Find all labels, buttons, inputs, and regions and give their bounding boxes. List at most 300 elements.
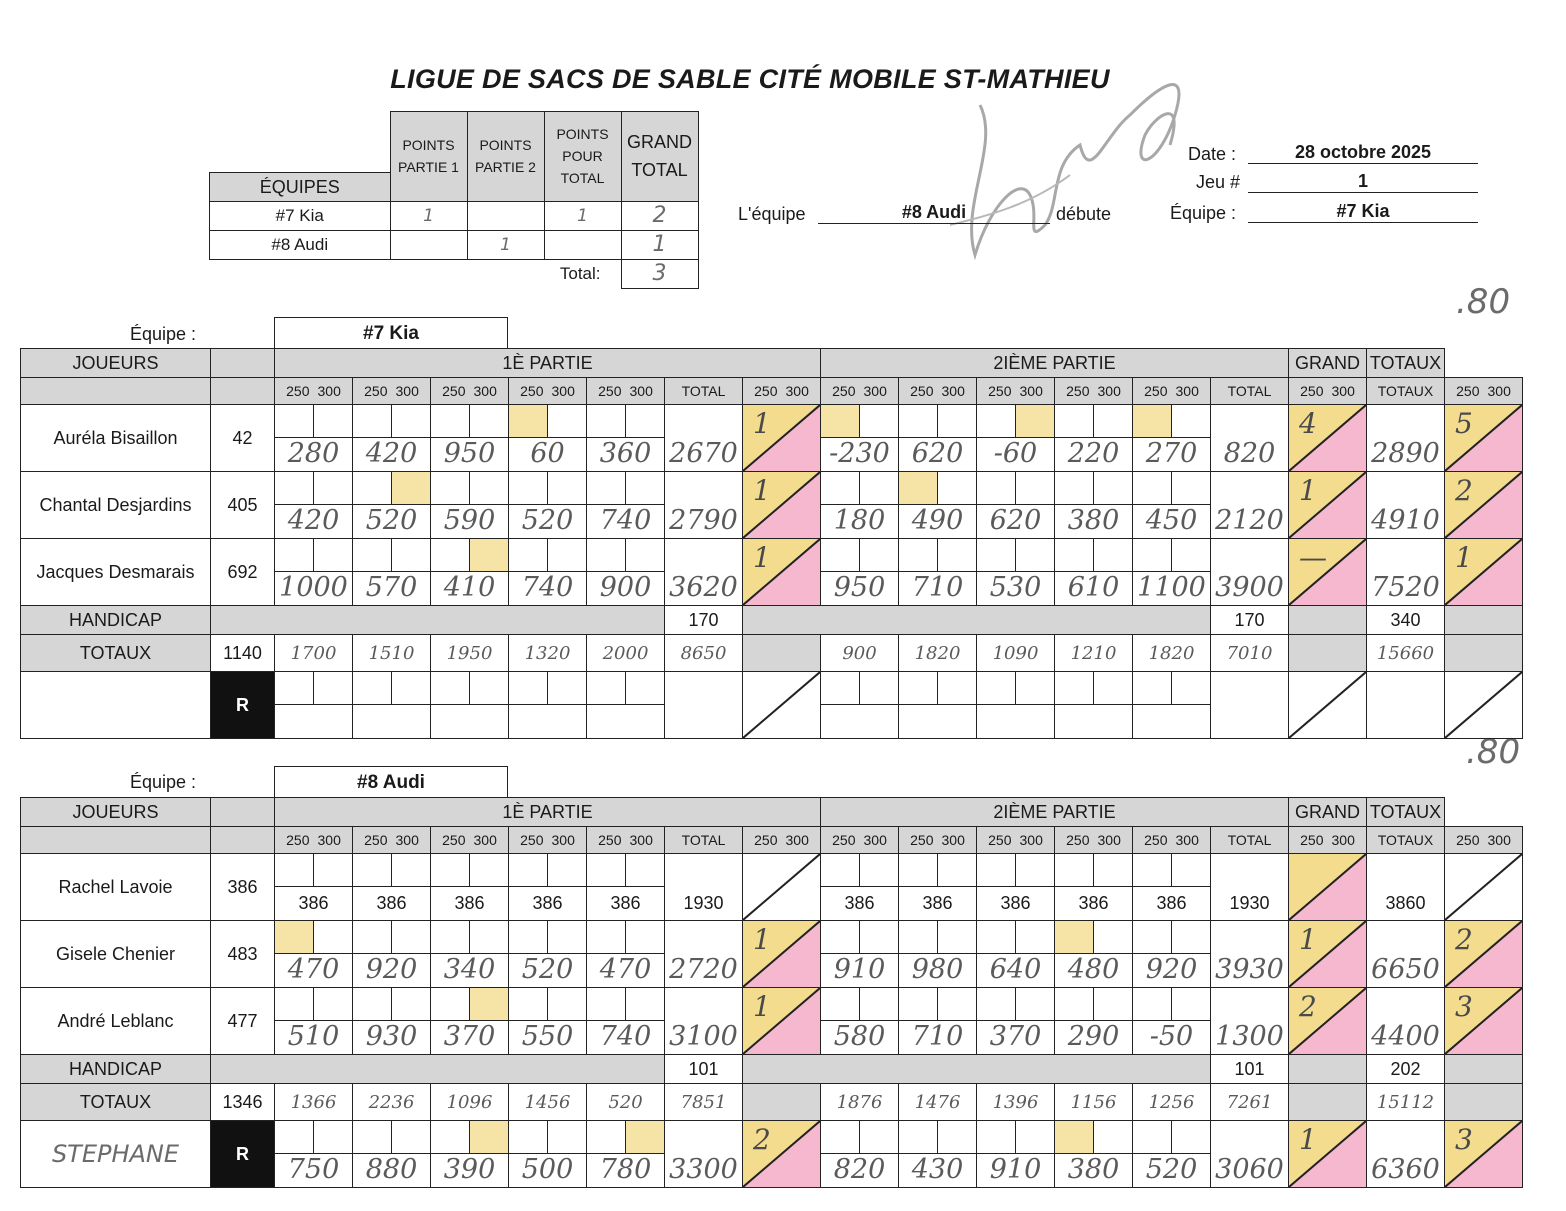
- label-250: 250: [988, 383, 1012, 399]
- p1-round-1-value: 386: [298, 893, 329, 913]
- p1-round-5-value: 386: [610, 893, 641, 913]
- summary-row: [210, 201, 699, 230]
- totaux-handicap: 1346: [211, 1084, 275, 1121]
- p2-round-3-value: 386: [1000, 893, 1031, 913]
- handicap-blank: [743, 1055, 1211, 1084]
- totaux-blank: [1289, 1084, 1367, 1121]
- p1-round-5: [587, 405, 665, 472]
- p2-total-value: 1930: [1229, 893, 1270, 913]
- p2-points: [1289, 921, 1367, 988]
- totaux-p2-round: 900: [821, 635, 899, 672]
- header-blank: [211, 378, 275, 405]
- player-name: Auréla Bisaillon: [21, 405, 211, 472]
- sub-grand-total-value: 6360: [1371, 1154, 1440, 1185]
- sub-total-points: [1445, 1121, 1523, 1188]
- totaux-grand: 15112: [1367, 1084, 1445, 1121]
- totaux-label: TOTAUX: [21, 635, 211, 672]
- p1-total: [665, 988, 743, 1055]
- summary-row: [210, 230, 699, 259]
- sub-total-points-value: 3: [1455, 1123, 1473, 1156]
- p1-round-2: [353, 539, 431, 606]
- p2-round-5-value: 1100: [1137, 572, 1206, 603]
- p2-round-2: [899, 472, 977, 539]
- label-250: 250: [598, 832, 622, 848]
- label-250: 250: [520, 383, 544, 399]
- sub-p2-round-1: [821, 672, 899, 739]
- player-row: [21, 472, 1523, 539]
- label-250: 250: [754, 383, 778, 399]
- p2-round-4: [1055, 539, 1133, 606]
- sub-p2-round-2: [899, 1121, 977, 1188]
- p1-total: [665, 539, 743, 606]
- sub-grand-total: [1367, 672, 1445, 739]
- p2-round-1-value: -230: [829, 438, 890, 469]
- p2-round-2-value: 710: [911, 572, 964, 603]
- p2-round-3: [977, 405, 1055, 472]
- total-points-value: 5: [1455, 407, 1473, 440]
- col-250-300: [821, 378, 899, 405]
- substitute-row: [21, 1121, 1523, 1188]
- p2-round-1-value: 386: [844, 893, 875, 913]
- p1-round-4-value: 520: [521, 954, 574, 985]
- replacement-marker: R: [211, 672, 275, 739]
- col-points-partie-1: POINTS PARTIE 1: [390, 112, 467, 202]
- label-250: 250: [832, 832, 856, 848]
- p1-round-4-value: 740: [521, 572, 574, 603]
- p2-points: [1289, 854, 1367, 921]
- p1-round-3-value: 950: [443, 438, 496, 469]
- col-250-300: [899, 827, 977, 854]
- label-300: 300: [941, 832, 965, 848]
- p2-points-value: 4: [1299, 407, 1317, 440]
- p1-round-1: [275, 854, 353, 921]
- sub-p2-round-4: [1055, 672, 1133, 739]
- sub-grand-total: [1367, 1121, 1445, 1188]
- p1-round-5: [587, 539, 665, 606]
- handicap-blank: [211, 606, 665, 635]
- grand-total-value: 2890: [1371, 438, 1440, 469]
- p1-round-5-value: 900: [599, 572, 652, 603]
- total-points: [1445, 405, 1523, 472]
- label-250: 250: [364, 832, 388, 848]
- label-250: 250: [1456, 832, 1480, 848]
- team-a-name: #7 Kia: [274, 317, 508, 348]
- sub-p2-round-3-value: 910: [989, 1154, 1042, 1185]
- totaux-p1-round: 1456: [509, 1084, 587, 1121]
- col-250-300: [977, 827, 1055, 854]
- p2-round-3: [977, 988, 1055, 1055]
- col-partie-2: 2IÈME PARTIE: [821, 349, 1289, 378]
- col-250-300: [587, 827, 665, 854]
- p2-round-2-value: 490: [911, 505, 964, 536]
- totaux-p2-round: 1876: [821, 1084, 899, 1121]
- col-total-p1: TOTAL: [665, 378, 743, 405]
- p1-total: [665, 854, 743, 921]
- p1-round-4: [509, 539, 587, 606]
- total-points: [1445, 539, 1523, 606]
- points-p1: [390, 230, 467, 259]
- label-300: 300: [1331, 832, 1355, 848]
- col-partie-1: 1È PARTIE: [275, 349, 821, 378]
- totaux-p1-round: 2236: [353, 1084, 431, 1121]
- p1-round-3: [431, 988, 509, 1055]
- sub-p2-round-4-value: 380: [1067, 1154, 1120, 1185]
- label-300: 300: [1487, 383, 1511, 399]
- sub-p1-points-value: 2: [753, 1123, 771, 1156]
- points-p1: 1: [390, 201, 467, 230]
- totaux-label: TOTAUX: [21, 1084, 211, 1121]
- p1-round-2-value: 930: [365, 1021, 418, 1052]
- col-totaux: TOTAUX: [1367, 349, 1445, 378]
- label-300: 300: [473, 832, 497, 848]
- player-name: Jacques Desmarais: [21, 539, 211, 606]
- label-300: 300: [1019, 832, 1043, 848]
- p2-points-value: —: [1299, 541, 1327, 574]
- label-300: 300: [473, 383, 497, 399]
- header-blank: [21, 827, 211, 854]
- totaux-p1-total: 8650: [665, 635, 743, 672]
- p1-points-value: 1: [753, 923, 771, 956]
- label-300: 300: [317, 832, 341, 848]
- sub-p1-round-5-value: 780: [599, 1154, 652, 1185]
- col-joueurs: JOUEURS: [21, 798, 211, 827]
- p2-round-2: [899, 405, 977, 472]
- sub-p1-points: [743, 1121, 821, 1188]
- col-250-300: [353, 827, 431, 854]
- col-250-300: [1133, 827, 1211, 854]
- totaux-p2-round: 1156: [1055, 1084, 1133, 1121]
- totaux-p1-round: 1096: [431, 1084, 509, 1121]
- p1-total-value: 2790: [669, 505, 738, 536]
- sub-p2-round-3: [977, 672, 1055, 739]
- player-name: Chantal Desjardins: [21, 472, 211, 539]
- p1-total-value: 3620: [669, 572, 738, 603]
- label-250: 250: [1066, 832, 1090, 848]
- p2-round-2-value: 980: [911, 954, 964, 985]
- label-300: 300: [1175, 832, 1199, 848]
- col-total-p2: TOTAL: [1211, 827, 1289, 854]
- p2-round-3: [977, 854, 1055, 921]
- player-handicap: 405: [211, 472, 275, 539]
- col-250-300: [1445, 827, 1523, 854]
- p2-round-4: [1055, 472, 1133, 539]
- p1-round-5: [587, 921, 665, 988]
- label-250: 250: [442, 832, 466, 848]
- header-blank: [211, 827, 275, 854]
- p1-round-5: [587, 472, 665, 539]
- p1-round-2: [353, 472, 431, 539]
- p2-total: [1211, 921, 1289, 988]
- p2-round-4: [1055, 854, 1133, 921]
- p1-round-1-value: 470: [287, 954, 340, 985]
- p1-round-4: [509, 405, 587, 472]
- label-300: 300: [1097, 832, 1121, 848]
- sub-p2-round-1: [821, 1121, 899, 1188]
- p2-points: [1289, 405, 1367, 472]
- label-300: 300: [551, 383, 575, 399]
- p2-total-value: 2120: [1215, 505, 1284, 536]
- totaux-p2-round: 1820: [899, 635, 977, 672]
- p2-round-2-value: 710: [911, 1021, 964, 1052]
- substitute-name: STEPHANE: [21, 1121, 211, 1188]
- date-label: Date :: [1188, 144, 1237, 164]
- p1-points-value: 1: [753, 990, 771, 1023]
- team-label: Équipe :: [1170, 203, 1237, 223]
- col-grand-totaux: TOTAUX: [1367, 378, 1445, 405]
- p1-round-3: [431, 539, 509, 606]
- label-250: 250: [1066, 383, 1090, 399]
- col-250-300: [275, 378, 353, 405]
- label-300: 300: [317, 383, 341, 399]
- sub-p2-points: [1289, 1121, 1367, 1188]
- p2-round-5: [1133, 405, 1211, 472]
- totaux-blank: [743, 1084, 821, 1121]
- col-250-300: [1289, 378, 1367, 405]
- sub-p2-total: [1211, 1121, 1289, 1188]
- points-p2: 1: [467, 230, 544, 259]
- p2-round-4: [1055, 921, 1133, 988]
- sub-p2-round-5: [1133, 672, 1211, 739]
- p1-round-2-value: 570: [365, 572, 418, 603]
- totaux-p1-round: 520: [587, 1084, 665, 1121]
- p2-round-4-value: 220: [1067, 438, 1120, 469]
- col-handicap-number: [211, 349, 275, 378]
- p2-round-2: [899, 988, 977, 1055]
- p2-round-1: [821, 988, 899, 1055]
- p2-round-4-value: 610: [1067, 572, 1120, 603]
- totaux-p2-round: 1090: [977, 635, 1055, 672]
- player-handicap: 477: [211, 988, 275, 1055]
- sub-total-points: [1445, 672, 1523, 739]
- p1-points: [743, 472, 821, 539]
- totaux-p2-round: 1476: [899, 1084, 977, 1121]
- replacement-marker: R: [211, 1121, 275, 1188]
- col-250-300: [431, 827, 509, 854]
- sub-p1-total: [665, 672, 743, 739]
- handicap-p1: 170: [665, 606, 743, 635]
- sub-p2-round-5-value: 520: [1145, 1154, 1198, 1185]
- totaux-blank: [1445, 1084, 1523, 1121]
- col-250-300: [977, 378, 1055, 405]
- team-a-score-grid: [20, 348, 1523, 739]
- p1-round-2: [353, 921, 431, 988]
- p1-round-1-value: 510: [287, 1021, 340, 1052]
- col-250-300: [1055, 827, 1133, 854]
- label-300: 300: [395, 832, 419, 848]
- substitute-name: [21, 672, 211, 739]
- p1-points: [743, 539, 821, 606]
- points-pour: [544, 230, 621, 259]
- label-250: 250: [442, 383, 466, 399]
- p2-round-5-value: 386: [1156, 893, 1187, 913]
- p2-total-value: 3900: [1215, 572, 1284, 603]
- p1-round-1: [275, 921, 353, 988]
- p2-total-value: 3930: [1215, 954, 1284, 985]
- p2-round-1: [821, 921, 899, 988]
- p2-total-value: 820: [1223, 438, 1276, 469]
- p1-round-5-value: 360: [599, 438, 652, 469]
- p2-round-4-value: 380: [1067, 505, 1120, 536]
- col-250-300: [509, 827, 587, 854]
- p2-round-1-value: 180: [833, 505, 886, 536]
- totaux-p1-round: 1510: [353, 635, 431, 672]
- p1-round-5: [587, 988, 665, 1055]
- p1-round-5-value: 740: [599, 505, 652, 536]
- p1-round-1: [275, 405, 353, 472]
- p2-round-4: [1055, 405, 1133, 472]
- grand-total: [1367, 539, 1445, 606]
- col-250-300: [275, 827, 353, 854]
- totaux-blank: [1445, 635, 1523, 672]
- totaux-p1-round: 1950: [431, 635, 509, 672]
- col-250-300: [743, 827, 821, 854]
- sub-p1-round-1: [275, 672, 353, 739]
- p2-round-5-value: 450: [1145, 505, 1198, 536]
- p1-round-4-value: 550: [521, 1021, 574, 1052]
- p2-round-1-value: 910: [833, 954, 886, 985]
- player-handicap: 692: [211, 539, 275, 606]
- label-300: 300: [1175, 383, 1199, 399]
- p2-points: [1289, 472, 1367, 539]
- player-name: Rachel Lavoie: [21, 854, 211, 921]
- player-name: Gisele Chenier: [21, 921, 211, 988]
- totaux-p1-total: 7851: [665, 1084, 743, 1121]
- p1-round-5-value: 740: [599, 1021, 652, 1052]
- p1-round-2-value: 520: [365, 505, 418, 536]
- sub-p2-points-value: 1: [1299, 1123, 1317, 1156]
- label-300: 300: [863, 832, 887, 848]
- label-250: 250: [1144, 383, 1168, 399]
- p2-round-5: [1133, 988, 1211, 1055]
- label-300: 300: [1097, 383, 1121, 399]
- totaux-p2-round: 1256: [1133, 1084, 1211, 1121]
- p1-total-value: 2670: [669, 438, 738, 469]
- col-250-300: [1445, 378, 1523, 405]
- p1-points: [743, 854, 821, 921]
- label-250: 250: [364, 383, 388, 399]
- p1-round-3-value: 410: [443, 572, 496, 603]
- col-250-300: [587, 378, 665, 405]
- col-points-pour-total: POINTS POUR TOTAL: [544, 112, 621, 202]
- col-250-300: [353, 378, 431, 405]
- label-250: 250: [988, 832, 1012, 848]
- label-300: 300: [1331, 383, 1355, 399]
- p1-points: [743, 405, 821, 472]
- p1-round-4: [509, 472, 587, 539]
- equipe-label-b: Équipe :: [130, 772, 197, 792]
- grand-total: [1367, 921, 1445, 988]
- grand-total-value: 7520: [1371, 572, 1440, 603]
- sub-p1-round-4: [509, 672, 587, 739]
- p1-round-1-value: 420: [287, 505, 340, 536]
- totaux-blank: [1289, 635, 1367, 672]
- col-grand: GRAND: [1289, 349, 1367, 378]
- signature-scribble: [930, 55, 1220, 295]
- totaux-p1-round: 1700: [275, 635, 353, 672]
- p2-points-value: 2: [1299, 990, 1317, 1023]
- col-250-300: [821, 827, 899, 854]
- sub-p1-round-1-value: 750: [287, 1154, 340, 1185]
- handicap-grand: 340: [1367, 606, 1445, 635]
- totaux-p1-round: 1320: [509, 635, 587, 672]
- p2-round-3: [977, 921, 1055, 988]
- margin-note-a: .80: [1456, 282, 1511, 322]
- totaux-blank: [743, 635, 821, 672]
- p1-round-3: [431, 472, 509, 539]
- handicap-grand: 202: [1367, 1055, 1445, 1084]
- p1-points-value: 1: [753, 541, 771, 574]
- col-grand-totaux: TOTAUX: [1367, 827, 1445, 854]
- team-name: #8 Audi: [210, 230, 391, 259]
- label-250: 250: [1300, 383, 1324, 399]
- player-row: [21, 988, 1523, 1055]
- p1-points: [743, 988, 821, 1055]
- p1-total: [665, 921, 743, 988]
- player-row: [21, 539, 1523, 606]
- p2-total: [1211, 539, 1289, 606]
- col-total-p2: TOTAL: [1211, 378, 1289, 405]
- p2-round-2: [899, 854, 977, 921]
- handicap-blank: [1289, 1055, 1367, 1084]
- p1-round-2: [353, 854, 431, 921]
- grand-total: 2: [621, 201, 698, 230]
- player-row: [21, 854, 1523, 921]
- p1-round-4-value: 60: [530, 438, 565, 469]
- totaux-p2-round: 1210: [1055, 635, 1133, 672]
- total-points: [1445, 472, 1523, 539]
- p1-round-5-value: 470: [599, 954, 652, 985]
- totaux-grand: 15660: [1367, 635, 1445, 672]
- total-points-value: 1: [1455, 541, 1473, 574]
- label-250: 250: [1456, 383, 1480, 399]
- total-value: 3: [621, 259, 698, 288]
- total-points-value: 2: [1455, 923, 1473, 956]
- page-title: LIGUE DE SACS DE SABLE CITÉ MOBILE ST-MATHIEU: [390, 64, 1110, 94]
- label-300: 300: [785, 383, 809, 399]
- sub-p2-total: [1211, 672, 1289, 739]
- player-name: André Leblanc: [21, 988, 211, 1055]
- sub-p2-round-5: [1133, 1121, 1211, 1188]
- label-300: 300: [395, 383, 419, 399]
- player-handicap: 386: [211, 854, 275, 921]
- date-value: 28 octobre 2025: [1248, 142, 1478, 164]
- p2-round-5: [1133, 472, 1211, 539]
- handicap-label: HANDICAP: [21, 606, 211, 635]
- p2-total: [1211, 854, 1289, 921]
- p2-round-4-value: 386: [1078, 893, 1109, 913]
- handicap-blank: [211, 1055, 665, 1084]
- totaux-p1-round: 1366: [275, 1084, 353, 1121]
- p1-round-5: [587, 854, 665, 921]
- sub-p2-round-4: [1055, 1121, 1133, 1188]
- label-300: 300: [1487, 832, 1511, 848]
- grand-total-value: 4910: [1371, 505, 1440, 536]
- handicap-blank: [1445, 606, 1523, 635]
- p1-round-1: [275, 539, 353, 606]
- team-name: #7 Kia: [210, 201, 391, 230]
- p2-total-value: 1300: [1215, 1021, 1284, 1052]
- col-joueurs: JOUEURS: [21, 349, 211, 378]
- grand-total: [1367, 472, 1445, 539]
- p1-round-1: [275, 472, 353, 539]
- p1-round-2-value: 920: [365, 954, 418, 985]
- sub-p2-points: [1289, 672, 1367, 739]
- starts-suffix: débute: [1056, 204, 1112, 224]
- p2-points-value: 1: [1299, 923, 1317, 956]
- totaux-p2-total: 7010: [1211, 635, 1289, 672]
- p1-total-value: 3100: [669, 1021, 738, 1052]
- p1-round-1-value: 1000: [279, 572, 348, 603]
